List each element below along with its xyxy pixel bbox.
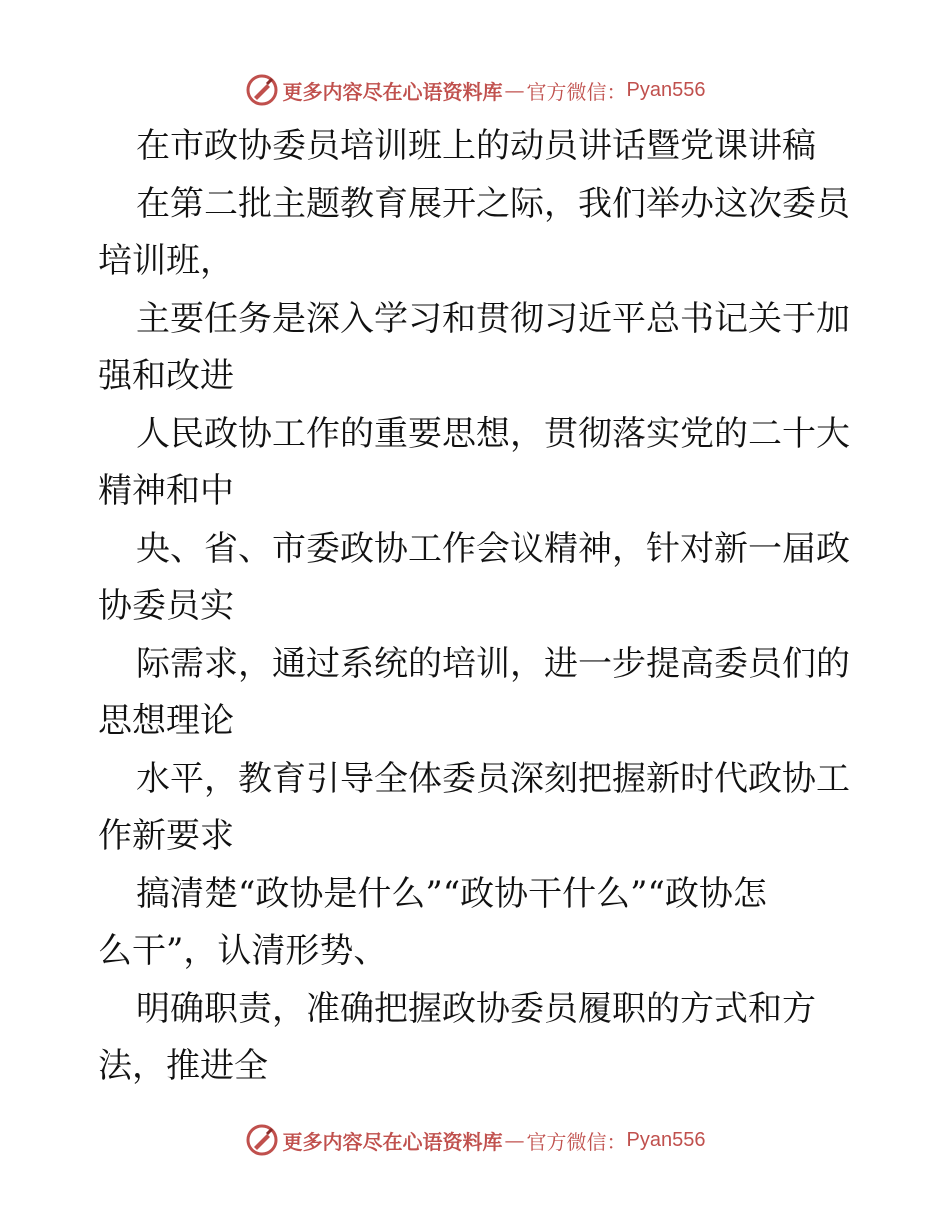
document-body (98, 118, 858, 1096)
text-line: 精神和中 (98, 471, 234, 511)
pen-logo-icon (245, 73, 279, 107)
footer-banner (0, 1120, 950, 1160)
text-line: 在第二批主题教育展开之际，我们举办这次委员 (136, 183, 850, 224)
wechat-id: Pyan556 (626, 1128, 706, 1151)
site-name: 更多内容尽在心语资料库 (282, 1129, 503, 1154)
text-line: 搞清楚“政协是什么”“政协干什么”“政协怎 (136, 873, 767, 914)
text-line: 央、省、市委政协工作会议精神，针对新一届政 (136, 528, 850, 569)
text-line: 么干”，认清形势、 (98, 931, 388, 971)
text-line: 强和改进 (98, 356, 234, 396)
text-line: 水平，教育引导全体委员深刻把握新时代政协工 (136, 758, 850, 799)
pen-logo-icon (245, 1123, 279, 1157)
wechat-label: 官方微信： (526, 79, 627, 104)
banner-separator: — (504, 1128, 525, 1152)
wechat-id: Pyan556 (626, 78, 706, 101)
text-line: 培训班， (98, 241, 234, 281)
document-title: 在市政协委员培训班上的动员讲话暨党课讲稿 (136, 126, 816, 166)
banner-separator: — (504, 78, 525, 102)
text-line: 作新要求 (98, 816, 234, 856)
document-paragraphs (98, 176, 858, 1096)
text-line: 协委员实 (98, 586, 234, 626)
text-line: 明确职责，准确把握政协委员履职的方式和方 (136, 988, 816, 1029)
wechat-label: 官方微信： (526, 1129, 627, 1154)
site-name: 更多内容尽在心语资料库 (282, 79, 503, 104)
text-line: 主要任务是深入学习和贯彻习近平总书记关于加 (136, 298, 850, 339)
text-line: 人民政协工作的重要思想，贯彻落实党的二十大 (136, 413, 850, 454)
text-line: 法，推进全 (98, 1046, 268, 1086)
header-banner (0, 70, 950, 110)
text-line: 际需求，通过系统的培训，进一步提高委员们的 (136, 643, 850, 684)
text-line: 思想理论 (98, 701, 234, 741)
